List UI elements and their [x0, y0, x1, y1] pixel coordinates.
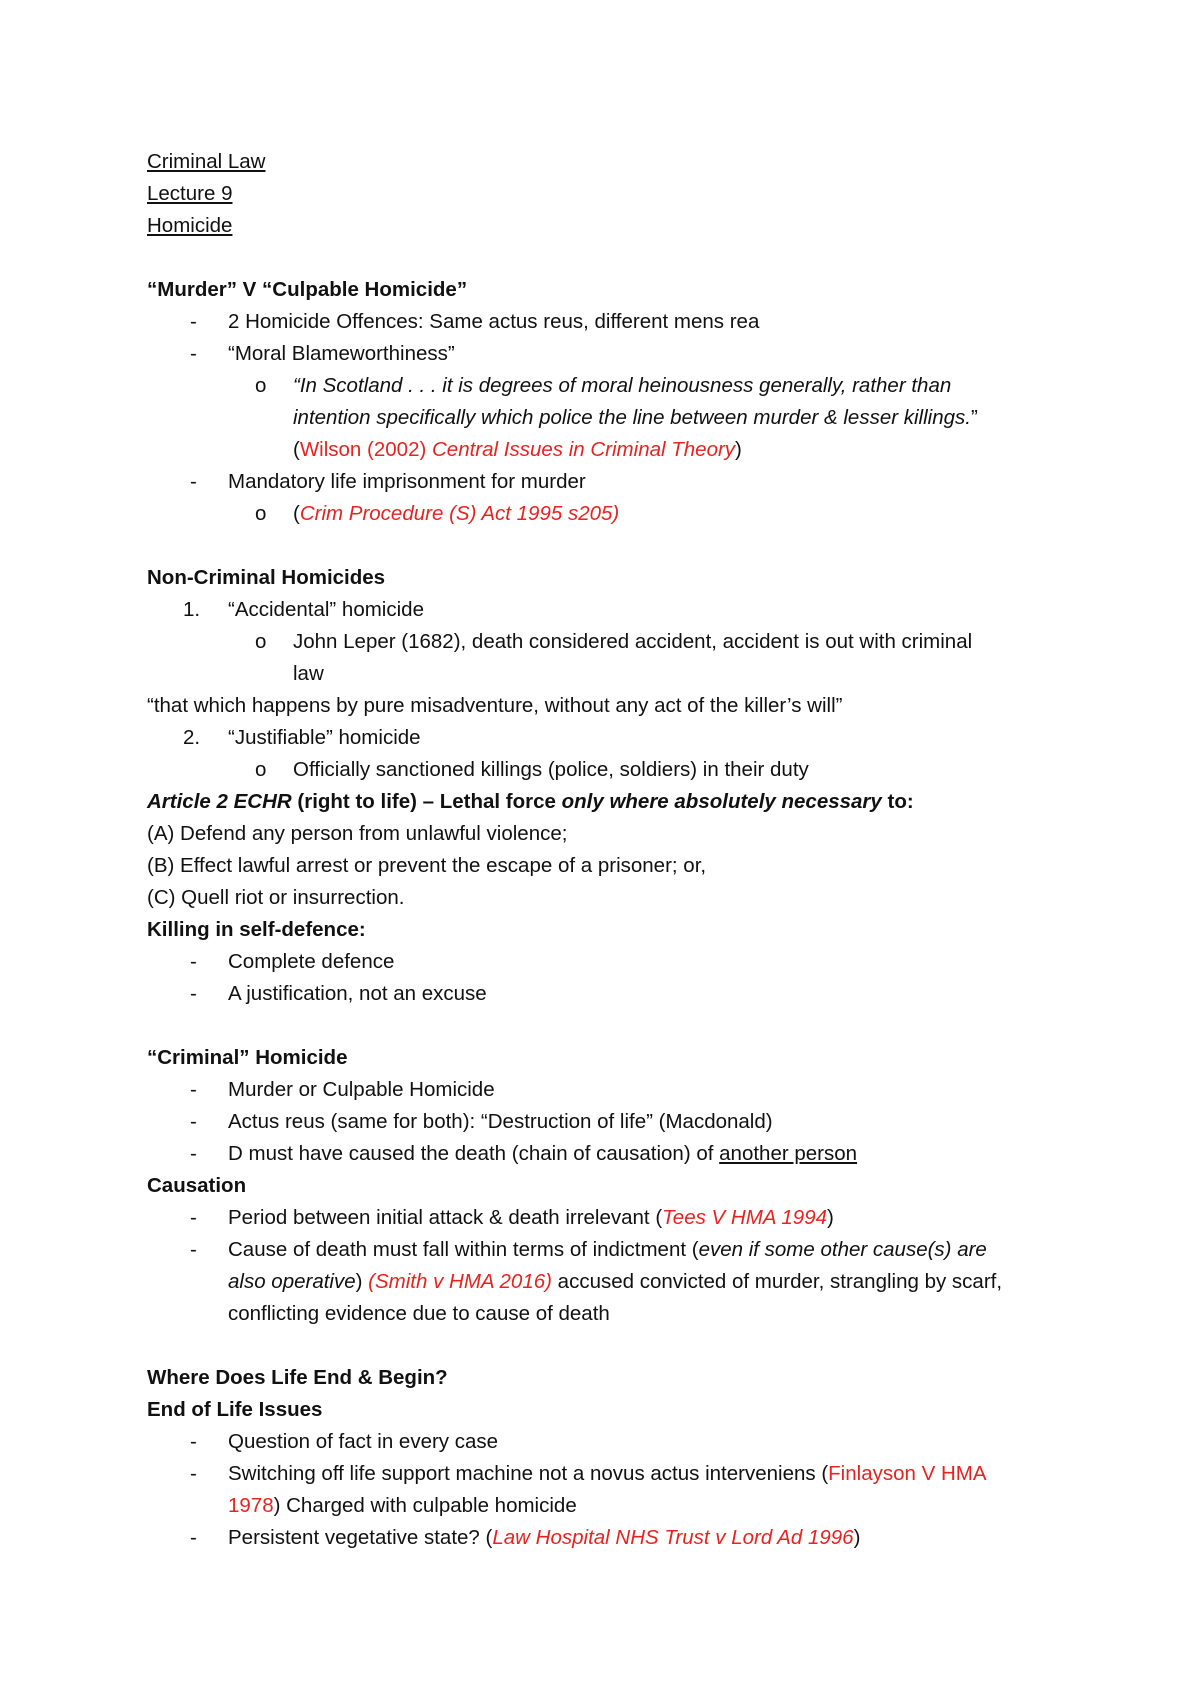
another-person: another person: [719, 1142, 858, 1165]
list-number-1: 1.: [183, 598, 201, 621]
charged-text: ) Charged with culpable homicide: [273, 1494, 577, 1517]
section-life-end-begin-title: Where Does Life End & Begin?: [147, 1366, 448, 1389]
circle-bullet: o: [255, 374, 267, 397]
dash-bullet: -: [190, 1142, 197, 1165]
bullet-pvs: [228, 1522, 860, 1554]
dash-bullet: -: [190, 1238, 197, 1261]
bullet-life-support-line-2: [228, 1490, 577, 1522]
article-2-emphasis: only where absolutely necessary: [561, 790, 882, 813]
case-law-hospital: Law Hospital NHS Trust v Lord Ad 1996: [492, 1526, 854, 1549]
period-text: Period between initial attack & death irrelevant (: [228, 1206, 663, 1229]
bullet-period-irrelevant: [228, 1202, 834, 1234]
paren-open: (: [293, 502, 300, 525]
paren-close: ): [827, 1206, 834, 1229]
citation-wilson: [293, 434, 742, 466]
quote-line-2-text: intention specifically which police the line between murder & lesser killings.: [293, 406, 971, 429]
topic-title: Homicide: [147, 214, 233, 237]
bullet-cause-of-death-line-2: [228, 1266, 1002, 1298]
point-a: (A) Defend any person from unlawful violence;: [147, 822, 568, 845]
point-b: (B) Effect lawful arrest or prevent the escape of a prisoner; or,: [147, 854, 707, 877]
bullet-murder-or-culpable: Murder or Culpable Homicide: [228, 1078, 495, 1101]
point-c: (C) Quell riot or insurrection.: [147, 886, 405, 909]
citation-author: Wilson (2002): [299, 438, 427, 461]
john-leper-line-1: John Leper (1682), death considered accident, accident is out with criminal: [293, 630, 973, 653]
bullet-question-of-fact: Question of fact in every case: [228, 1430, 499, 1453]
dash-bullet: -: [190, 470, 197, 493]
circle-bullet: o: [255, 630, 267, 653]
case-finlayson-year: 1978: [228, 1494, 274, 1517]
dash-bullet: -: [190, 1110, 197, 1133]
sanctioned-killings: Officially sanctioned killings (police, soldiers) in their duty: [293, 758, 809, 781]
quote-close-mark: ”: [970, 406, 978, 429]
causation-title: Causation: [147, 1174, 247, 1197]
bullet-life-support-line-1: [228, 1458, 987, 1490]
case-tees: Tees V HMA 1994: [662, 1206, 828, 1229]
article-2-echr-line: [147, 786, 914, 818]
end-of-life-title: End of Life Issues: [147, 1398, 323, 1421]
section-criminal-homicide-title: “Criminal” Homicide: [147, 1046, 348, 1069]
bullet-actus-reus: Actus reus (same for both): “Destruction of life” (Macdonald): [228, 1110, 773, 1133]
misadventure-quote: “that which happens by pure misadventure, without any act of the killer’s will”: [147, 694, 843, 717]
statute-citation: [293, 498, 619, 530]
lecture-number: Lecture 9: [147, 182, 233, 205]
quote-line-1: “In Scotland . . . it is degrees of moral heinousness generally, rather than: [293, 374, 952, 397]
list-number-2: 2.: [183, 726, 201, 749]
section-non-criminal-title: Non-Criminal Homicides: [147, 566, 386, 589]
dash-bullet: -: [190, 1526, 197, 1549]
case-smith: (Smith v HMA 2016): [368, 1270, 552, 1293]
circle-bullet: o: [255, 758, 267, 781]
cause-text: Cause of death must fall within terms of indictment (: [228, 1238, 699, 1261]
dash-bullet: -: [190, 310, 197, 333]
dash-bullet: -: [190, 950, 197, 973]
section-murder-vs-culpable-title: “Murder” V “Culpable Homicide”: [147, 278, 468, 301]
bullet-cause-of-death-line-3: conflicting evidence due to cause of death: [228, 1302, 610, 1325]
item-justifiable-homicide: “Justifiable” homicide: [228, 726, 421, 749]
paren-close: ): [853, 1526, 861, 1549]
circle-bullet: o: [255, 502, 267, 525]
also-operative: also operative: [228, 1270, 356, 1293]
dash-bullet: -: [190, 1206, 197, 1229]
bullet-mandatory-life: Mandatory life imprisonment for murder: [228, 470, 586, 493]
bullet-caused-death: [228, 1138, 857, 1170]
bullet-two-offences: 2 Homicide Offences: Same actus reus, different mens rea: [228, 310, 760, 333]
bullet-moral-blameworthiness: “Moral Blameworthiness”: [228, 342, 455, 365]
paren-open: (: [293, 438, 300, 461]
item-accidental-homicide: “Accidental” homicide: [228, 598, 424, 621]
paren-close: ): [355, 1270, 369, 1293]
article-2-echr-label: Article 2 ECHR: [147, 790, 292, 813]
dash-bullet: -: [190, 982, 197, 1005]
dash-bullet: -: [190, 1430, 197, 1453]
statute-name: Crim Procedure (S) Act 1995 s205): [299, 502, 620, 525]
cause-emphasis: even if some other cause(s) are: [698, 1238, 987, 1261]
bullet-justification: A justification, not an excuse: [228, 982, 487, 1005]
citation-book-title: Central Issues in Criminal Theory: [432, 438, 736, 461]
quote-line-2: [293, 402, 978, 434]
bullet-complete-defence: Complete defence: [228, 950, 395, 973]
case-finlayson: Finlayson V HMA: [828, 1462, 987, 1485]
caused-death-text: D must have caused the death (chain of causation) of: [228, 1142, 720, 1165]
pvs-text: Persistent vegetative state? (: [228, 1526, 493, 1549]
course-title: Criminal Law: [147, 150, 266, 173]
dash-bullet: -: [190, 1078, 197, 1101]
self-defence-title: Killing in self-defence:: [147, 918, 366, 941]
paren-close: ): [735, 438, 742, 461]
article-2-text: (right to life) – Lethal force: [291, 790, 562, 813]
bullet-cause-of-death-line-1: [228, 1234, 987, 1266]
john-leper-line-2: law: [293, 662, 324, 685]
dash-bullet: -: [190, 342, 197, 365]
dash-bullet: -: [190, 1462, 197, 1485]
convicted-text: accused convicted of murder, strangling by scarf,: [551, 1270, 1003, 1293]
life-support-text: Switching off life support machine not a novus actus interveniens (: [228, 1462, 829, 1485]
article-2-end: to:: [881, 790, 914, 813]
